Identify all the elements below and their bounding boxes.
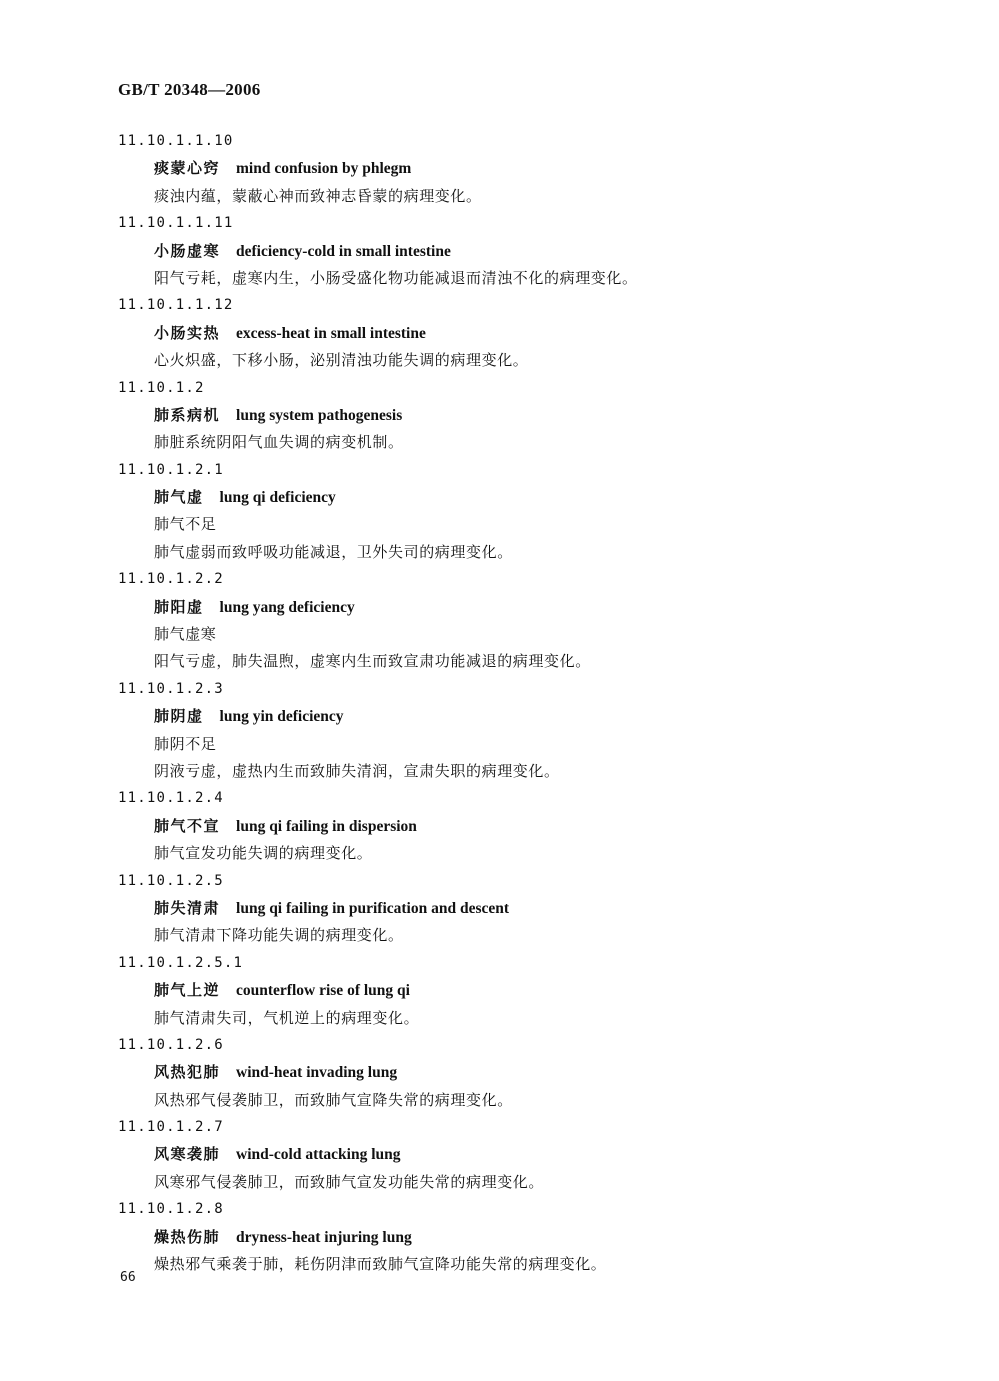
term-entry: [118, 457, 918, 567]
entry-term: [118, 813, 918, 840]
entry-definition: 阳气亏虚，肺失温煦，虚寒内生而致宣肃功能减退的病理变化。: [154, 652, 591, 671]
entry-number: 11.10.1.2.6: [118, 1036, 224, 1053]
term-entry: [118, 950, 918, 1032]
entry-synonym: 肺阴不足: [154, 734, 217, 753]
entry-number: 11.10.1.2: [118, 379, 205, 396]
term-english: counterflow rise of lung qi: [236, 982, 410, 1000]
entry-term: [118, 402, 918, 429]
document-header: GB/T 20348—2006: [118, 80, 261, 99]
term-entries: [118, 128, 918, 1278]
entry-synonym: 肺气不足: [154, 515, 217, 534]
entry-definition: 阴液亏虚，虚热内生而致肺失清润，宣肃失职的病理变化。: [154, 761, 560, 780]
entry-definition: 风寒邪气侵袭肺卫，而致肺气宣发功能失常的病理变化。: [154, 1172, 545, 1191]
entry-number: 11.10.1.2.5.1: [118, 954, 244, 971]
term-entry: [118, 1196, 918, 1278]
term-chinese: 小肠虚寒: [154, 241, 221, 260]
term-chinese: 小肠实热: [154, 323, 221, 342]
entry-term: [118, 895, 918, 922]
entry-number: 11.10.1.2.8: [118, 1201, 224, 1218]
entry-number: 11.10.1.2.7: [118, 1119, 224, 1136]
entry-definition: 肺气虚弱而致呼吸功能减退，卫外失司的病理变化。: [154, 542, 513, 561]
entry-term: [118, 1224, 918, 1251]
term-chinese: 风热犯肺: [154, 1063, 221, 1082]
entry-number: 11.10.1.1.11: [118, 215, 234, 232]
entry-definition: 痰浊内蕴，蒙蔽心神而致神志昏蒙的病理变化。: [154, 186, 482, 205]
entry-term: [118, 977, 918, 1004]
term-entry: [118, 676, 918, 786]
entry-number: 11.10.1.2.1: [118, 461, 224, 478]
term-english: lung system pathogenesis: [236, 406, 403, 424]
entry-number: 11.10.1.1.10: [118, 133, 234, 149]
term-entry: [118, 128, 918, 210]
entry-term: [118, 1059, 918, 1086]
term-english: dryness-heat injuring lung: [236, 1228, 412, 1246]
entry-term: [118, 594, 918, 621]
entry-definition: 肺气清肃下降功能失调的病理变化。: [154, 926, 404, 945]
term-english: lung yang deficiency: [219, 598, 355, 616]
entry-definition: 肺脏系统阴阳气血失调的病变机制。: [154, 433, 404, 452]
entry-synonym: 肺气虚寒: [154, 625, 217, 644]
entry-number: 11.10.1.1.12: [118, 297, 234, 314]
term-entry: [118, 1114, 918, 1196]
term-english: wind-cold attacking lung: [236, 1146, 401, 1164]
entry-number: 11.10.1.2.5: [118, 872, 224, 889]
entry-definition: 心火炽盛，下移小肠，泌别清浊功能失调的病理变化。: [154, 351, 529, 370]
entry-term: [118, 320, 918, 347]
term-chinese: 肺系病机: [154, 405, 221, 424]
term-chinese: 肺阳虚: [154, 597, 204, 616]
term-chinese: 痰蒙心窍: [154, 159, 221, 178]
entry-term: [118, 703, 918, 730]
term-entry: [118, 292, 918, 374]
entry-definition: 肺气清肃失司，气机逆上的病理变化。: [154, 1008, 420, 1027]
term-entry: [118, 210, 918, 292]
term-entry: [118, 1032, 918, 1114]
entry-number: 11.10.1.2.4: [118, 790, 224, 807]
term-chinese: 肺气上逆: [154, 981, 221, 1000]
entry-definition: 燥热邪气乘袭于肺，耗伤阴津而致肺气宣降功能失常的病理变化。: [154, 1255, 607, 1274]
entry-term: [118, 1141, 918, 1168]
term-chinese: 燥热伤肺: [154, 1227, 221, 1246]
term-chinese: 肺失清肃: [154, 898, 221, 917]
term-entry: [118, 868, 918, 950]
term-entry: [118, 566, 918, 676]
term-chinese: 肺气不宣: [154, 816, 221, 835]
entry-number: 11.10.1.2.2: [118, 571, 224, 588]
term-english: lung qi failing in purification and descent: [236, 899, 510, 917]
term-entry: [118, 375, 918, 457]
entry-definition: 阳气亏耗，虚寒内生，小肠受盛化物功能减退而清浊不化的病理变化。: [154, 268, 638, 287]
entry-definition: 肺气宣发功能失调的病理变化。: [154, 844, 373, 863]
entry-term: [118, 155, 918, 182]
term-english: deficiency-cold in small intestine: [236, 242, 451, 260]
term-english: mind confusion by phlegm: [236, 160, 412, 178]
entry-number: 11.10.1.2.3: [118, 680, 224, 697]
entry-term: [118, 238, 918, 265]
page-number: 66: [120, 1270, 136, 1285]
term-english: lung yin deficiency: [219, 708, 344, 726]
term-english: wind-heat invading lung: [236, 1064, 398, 1082]
term-entry: [118, 785, 918, 867]
term-english: lung qi deficiency: [219, 489, 336, 507]
term-english: lung qi failing in dispersion: [236, 817, 417, 835]
term-chinese: 肺阴虚: [154, 707, 204, 726]
entry-definition: 风热邪气侵袭肺卫，而致肺气宣降失常的病理变化。: [154, 1090, 513, 1109]
term-english: excess-heat in small intestine: [236, 324, 426, 342]
term-chinese: 风寒袭肺: [154, 1145, 221, 1164]
entry-term: [118, 484, 918, 511]
term-chinese: 肺气虚: [154, 488, 204, 507]
